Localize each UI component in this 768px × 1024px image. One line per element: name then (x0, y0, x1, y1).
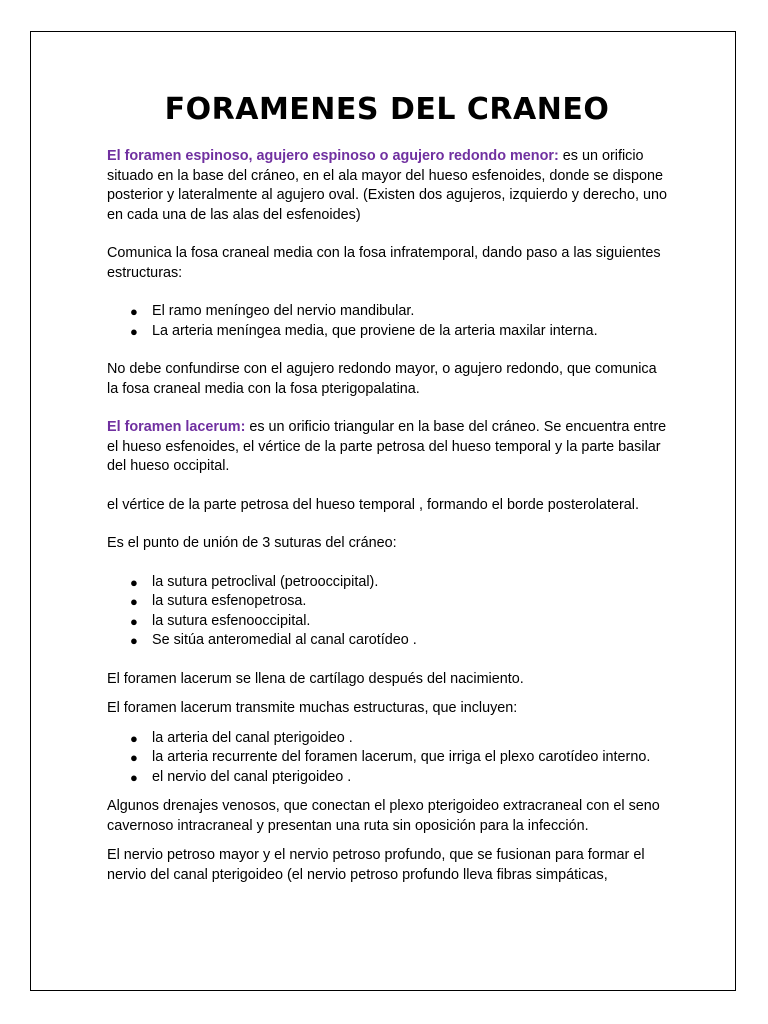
paragraph-confundir: No debe confundirse con el agujero redondo mayor, o agujero redondo, que comunica la fosa craneal media con la fosa pterigopalatina. (107, 361, 657, 397)
list-item: ● la sutura esfenopetrosa. (152, 592, 667, 612)
bullet-icon: ● (130, 574, 138, 590)
paragraph-transmite: El foramen lacerum transmite muchas estructuras, que incluyen: (107, 700, 518, 716)
list-item: ● la arteria del canal pterigoideo . (152, 729, 667, 749)
document-body (107, 90, 667, 885)
document-title: FORAMENES DEL CRANEO (164, 92, 610, 127)
bullet-icon: ● (130, 633, 138, 648)
list-item: ● la sutura petroclival (petrooccipital). (152, 573, 667, 593)
bullet-icon: ● (130, 730, 138, 746)
paragraph-drenajes: Algunos drenajes venosos, que conectan el plexo pterigoideo extracraneal con el seno cavernoso intracraneal y presentan una ruta sin oposición para la infección. (107, 798, 660, 834)
heading-foramen-espinoso: El foramen espinoso, agujero espinoso o agujero redondo menor: (107, 148, 559, 164)
document-page (30, 31, 736, 991)
paragraph-nervio-petroso: El nervio petroso mayor y el nervio petroso profundo, que se fusionan para formar el nervio del canal pterigoideo (el nervio petroso profundo lleva fibras simpáticas, (107, 847, 645, 883)
list-suturas (107, 573, 667, 651)
bullet-icon: ● (130, 323, 138, 339)
list-estructuras-lacerum (107, 729, 667, 788)
list-item: ● La arteria meníngea media, que proviene de la arteria maxilar interna. (152, 322, 667, 342)
paragraph-vertice: el vértice de la parte petrosa del hueso temporal , formando el borde posterolateral. (107, 496, 639, 513)
bullet-icon: ● (130, 769, 138, 785)
paragraph-foramen-espinoso (107, 147, 667, 225)
paragraph-cartilago: El foramen lacerum se llena de cartílago después del nacimiento. (107, 670, 524, 687)
heading-foramen-lacerum: El foramen lacerum: (107, 419, 246, 435)
list-item: ● El ramo meníngeo del nervio mandibular. (152, 302, 667, 322)
list-estructuras-espinoso (107, 302, 667, 341)
text-foramen-lacerum: es un orificio triangular en la base del cráneo. Se encuentra entre el hueso esfenoides, el vértice de la parte petrosa del hueso temporal y la parte basilar del hueso occipital. (107, 419, 667, 474)
bullet-icon: ● (130, 304, 138, 319)
list-item: ● el nervio del canal pterigoideo . (152, 768, 667, 788)
bullet-icon: ● (130, 750, 138, 765)
list-item: ● Se sitúa anteromedial al canal carotídeo . (152, 631, 667, 651)
paragraph-punto-union: Es el punto de unión de 3 suturas del cráneo: (107, 535, 397, 551)
list-item: ● la arteria recurrente del foramen lacerum, que irriga el plexo carotídeo interno. (152, 748, 667, 768)
paragraph-comunica: Comunica la fosa craneal media con la fosa infratemporal, dando paso a las siguientes estructuras: (107, 245, 661, 281)
bullet-icon: ● (130, 613, 138, 629)
bullet-icon: ● (130, 594, 138, 609)
paragraph-foramen-lacerum (107, 418, 667, 477)
text-foramen-espinoso: es un orificio situado en la base del cráneo, en el ala mayor del hueso esfenoides, donde se dispone posterior y lateralmente al agujero oval. (Existen dos agujeros, izquierdo y derecho, uno en cada una de las alas del esfenoides) (107, 148, 667, 223)
list-item: ● la sutura esfenooccipital. (152, 612, 667, 632)
